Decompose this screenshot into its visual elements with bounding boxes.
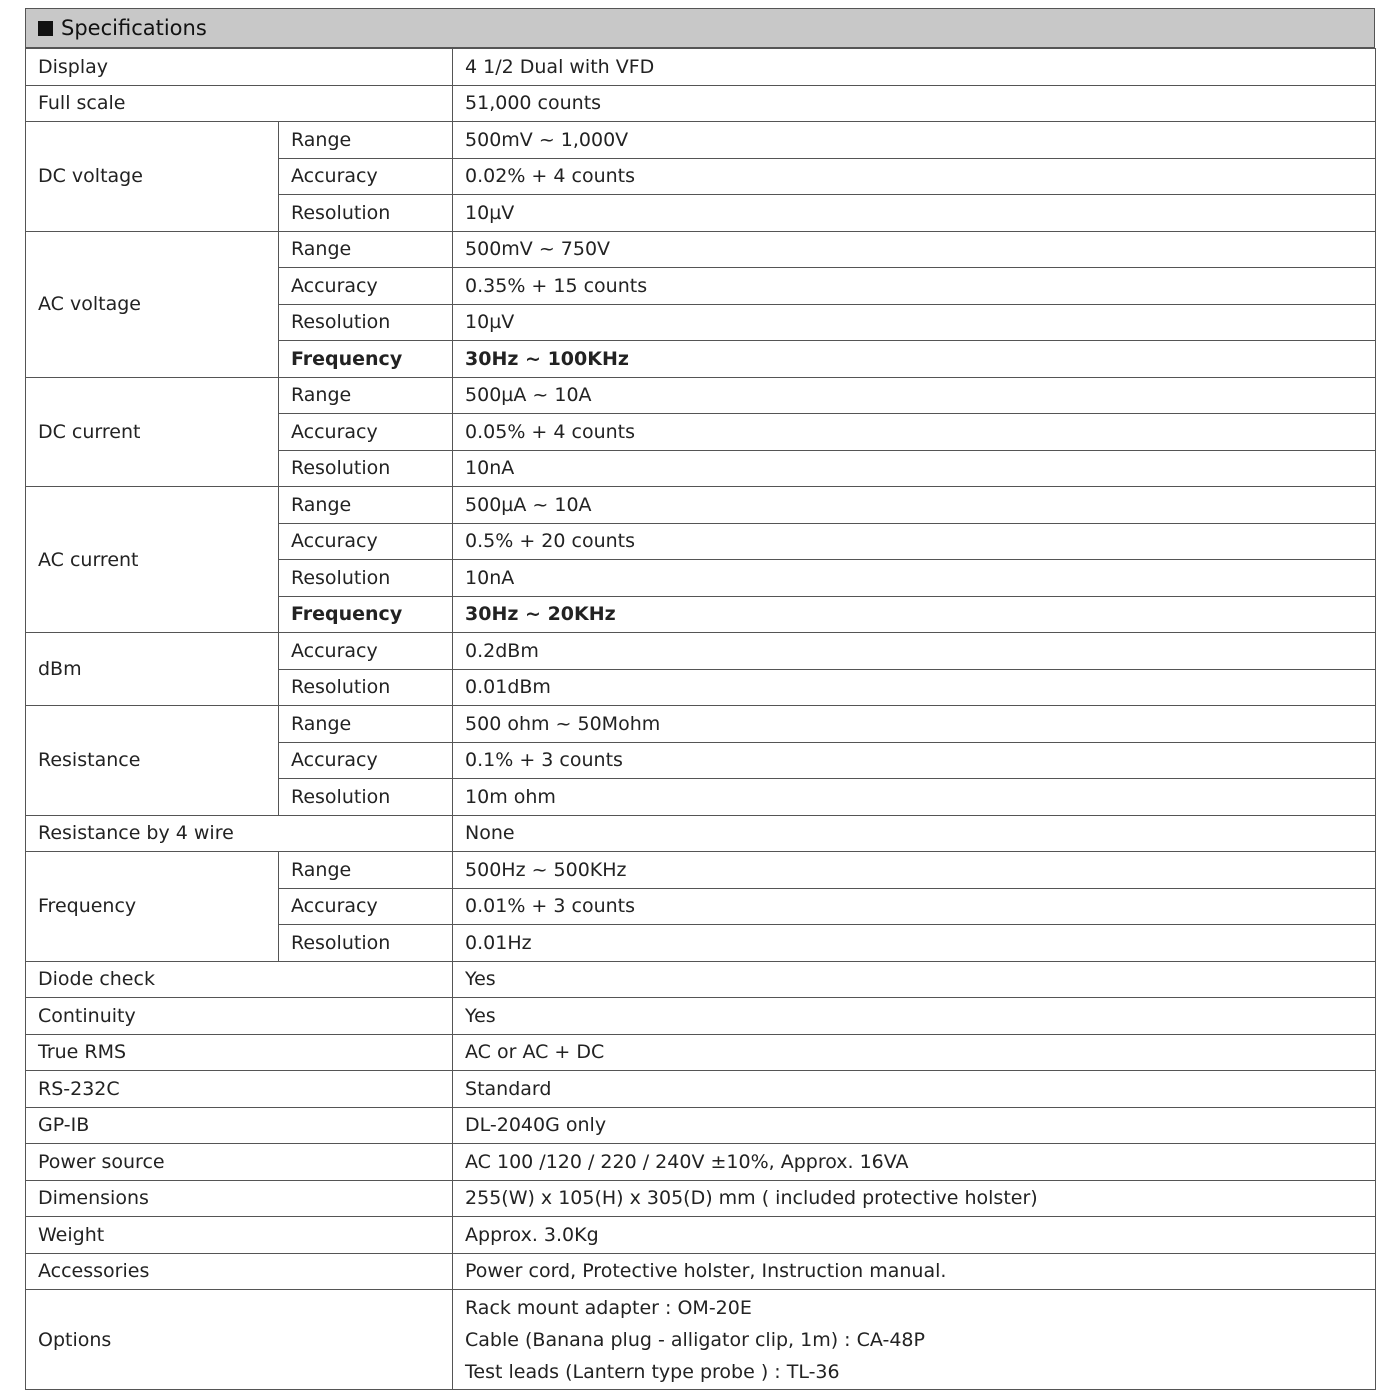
table-row	[26, 1217, 1376, 1254]
row-label: DC current	[26, 377, 279, 487]
row-label: Power source	[26, 1144, 453, 1181]
sub-label: Accuracy	[279, 888, 453, 925]
row-value: 500 ohm ~ 50Mohm	[453, 706, 1376, 743]
row-value: Yes	[453, 998, 1376, 1035]
table-row	[26, 122, 1376, 159]
table-row	[26, 633, 1376, 670]
row-value: Approx. 3.0Kg	[453, 1217, 1376, 1254]
row-value: Yes	[453, 961, 1376, 998]
row-label: dBm	[26, 633, 279, 706]
specifications-header	[25, 8, 1375, 48]
specifications-table	[25, 48, 1376, 1390]
row-label: RS-232C	[26, 1071, 453, 1108]
row-label: DC voltage	[26, 122, 279, 232]
row-value: 500mV ~ 750V	[453, 231, 1376, 268]
sub-label: Resolution	[279, 450, 453, 487]
row-value: AC or AC + DC	[453, 1034, 1376, 1071]
option-item: Rack mount adapter : OM-20E	[465, 1296, 752, 1319]
table-row	[26, 706, 1376, 743]
row-value: 30Hz ~ 100KHz	[453, 341, 1376, 378]
row-value: None	[453, 815, 1376, 852]
row-label: Continuity	[26, 998, 453, 1035]
row-label: AC current	[26, 487, 279, 633]
row-label: Accessories	[26, 1253, 453, 1290]
row-value: 255(W) x 105(H) x 305(D) mm ( included protective holster)	[453, 1180, 1376, 1217]
table-row	[26, 815, 1376, 852]
row-value: 0.05% + 4 counts	[453, 414, 1376, 451]
row-value: 500mV ~ 1,000V	[453, 122, 1376, 159]
row-value: 51,000 counts	[453, 85, 1376, 122]
table-row	[26, 852, 1376, 889]
row-label: Diode check	[26, 961, 453, 998]
square-bullet-icon	[38, 21, 53, 36]
table-row	[26, 377, 1376, 414]
row-value: 4 1/2 Dual with VFD	[453, 49, 1376, 86]
sub-label: Accuracy	[279, 742, 453, 779]
sub-label: Resolution	[279, 669, 453, 706]
sub-label: Range	[279, 231, 453, 268]
row-value: 0.01dBm	[453, 669, 1376, 706]
row-value: 0.02% + 4 counts	[453, 158, 1376, 195]
option-item: Cable (Banana plug - alligator clip, 1m) : CA-48P	[465, 1328, 925, 1351]
sub-label: Range	[279, 377, 453, 414]
row-label: GP-IB	[26, 1107, 453, 1144]
row-value: 30Hz ~ 20KHz	[453, 596, 1376, 633]
row-label: Resistance by 4 wire	[26, 815, 453, 852]
specifications-panel	[25, 8, 1375, 1390]
specifications-title: Specifications	[61, 16, 207, 40]
table-row	[26, 1034, 1376, 1071]
sub-label: Range	[279, 487, 453, 524]
row-value: 0.5% + 20 counts	[453, 523, 1376, 560]
sub-label: Range	[279, 706, 453, 743]
row-value: 10m ohm	[453, 779, 1376, 816]
row-label: Resistance	[26, 706, 279, 816]
row-value: Power cord, Protective holster, Instruction manual.	[453, 1253, 1376, 1290]
sub-label: Frequency	[279, 596, 453, 633]
row-value: DL-2040G only	[453, 1107, 1376, 1144]
options-values	[453, 1290, 1376, 1390]
sub-label: Accuracy	[279, 523, 453, 560]
row-value: 500µA ~ 10A	[453, 377, 1376, 414]
row-label: Frequency	[26, 852, 279, 962]
table-row	[26, 1107, 1376, 1144]
row-value: 0.35% + 15 counts	[453, 268, 1376, 305]
row-label: Dimensions	[26, 1180, 453, 1217]
sub-label: Resolution	[279, 779, 453, 816]
table-row	[26, 487, 1376, 524]
sub-label: Resolution	[279, 560, 453, 597]
row-value: Standard	[453, 1071, 1376, 1108]
option-item: Test leads (Lantern type probe ) : TL-36	[465, 1360, 840, 1383]
table-row	[26, 1144, 1376, 1181]
row-value: AC 100 /120 / 220 / 240V ±10%, Approx. 16VA	[453, 1144, 1376, 1181]
sub-label: Resolution	[279, 195, 453, 232]
sub-label: Resolution	[279, 925, 453, 962]
row-value: 10nA	[453, 450, 1376, 487]
table-row	[26, 1071, 1376, 1108]
row-value: 0.1% + 3 counts	[453, 742, 1376, 779]
row-label: Display	[26, 49, 453, 86]
sub-label: Accuracy	[279, 268, 453, 305]
row-value: 0.01Hz	[453, 925, 1376, 962]
sub-label: Range	[279, 852, 453, 889]
row-value: 0.01% + 3 counts	[453, 888, 1376, 925]
sub-label: Range	[279, 122, 453, 159]
row-value: 0.2dBm	[453, 633, 1376, 670]
row-value: 500µA ~ 10A	[453, 487, 1376, 524]
row-value: 10µV	[453, 195, 1376, 232]
sub-label: Frequency	[279, 341, 453, 378]
row-label: True RMS	[26, 1034, 453, 1071]
table-row	[26, 1180, 1376, 1217]
sub-label: Accuracy	[279, 158, 453, 195]
table-row	[26, 1253, 1376, 1290]
table-row	[26, 961, 1376, 998]
table-row	[26, 231, 1376, 268]
sub-label: Resolution	[279, 304, 453, 341]
row-label: Full scale	[26, 85, 453, 122]
row-label: Weight	[26, 1217, 453, 1254]
sub-label: Accuracy	[279, 414, 453, 451]
table-row	[26, 49, 1376, 86]
table-row	[26, 85, 1376, 122]
row-value: 10µV	[453, 304, 1376, 341]
row-label: Options	[26, 1290, 453, 1390]
sub-label: Accuracy	[279, 633, 453, 670]
row-value: 500Hz ~ 500KHz	[453, 852, 1376, 889]
table-row	[26, 998, 1376, 1035]
table-row	[26, 1290, 1376, 1390]
row-label: AC voltage	[26, 231, 279, 377]
row-value: 10nA	[453, 560, 1376, 597]
